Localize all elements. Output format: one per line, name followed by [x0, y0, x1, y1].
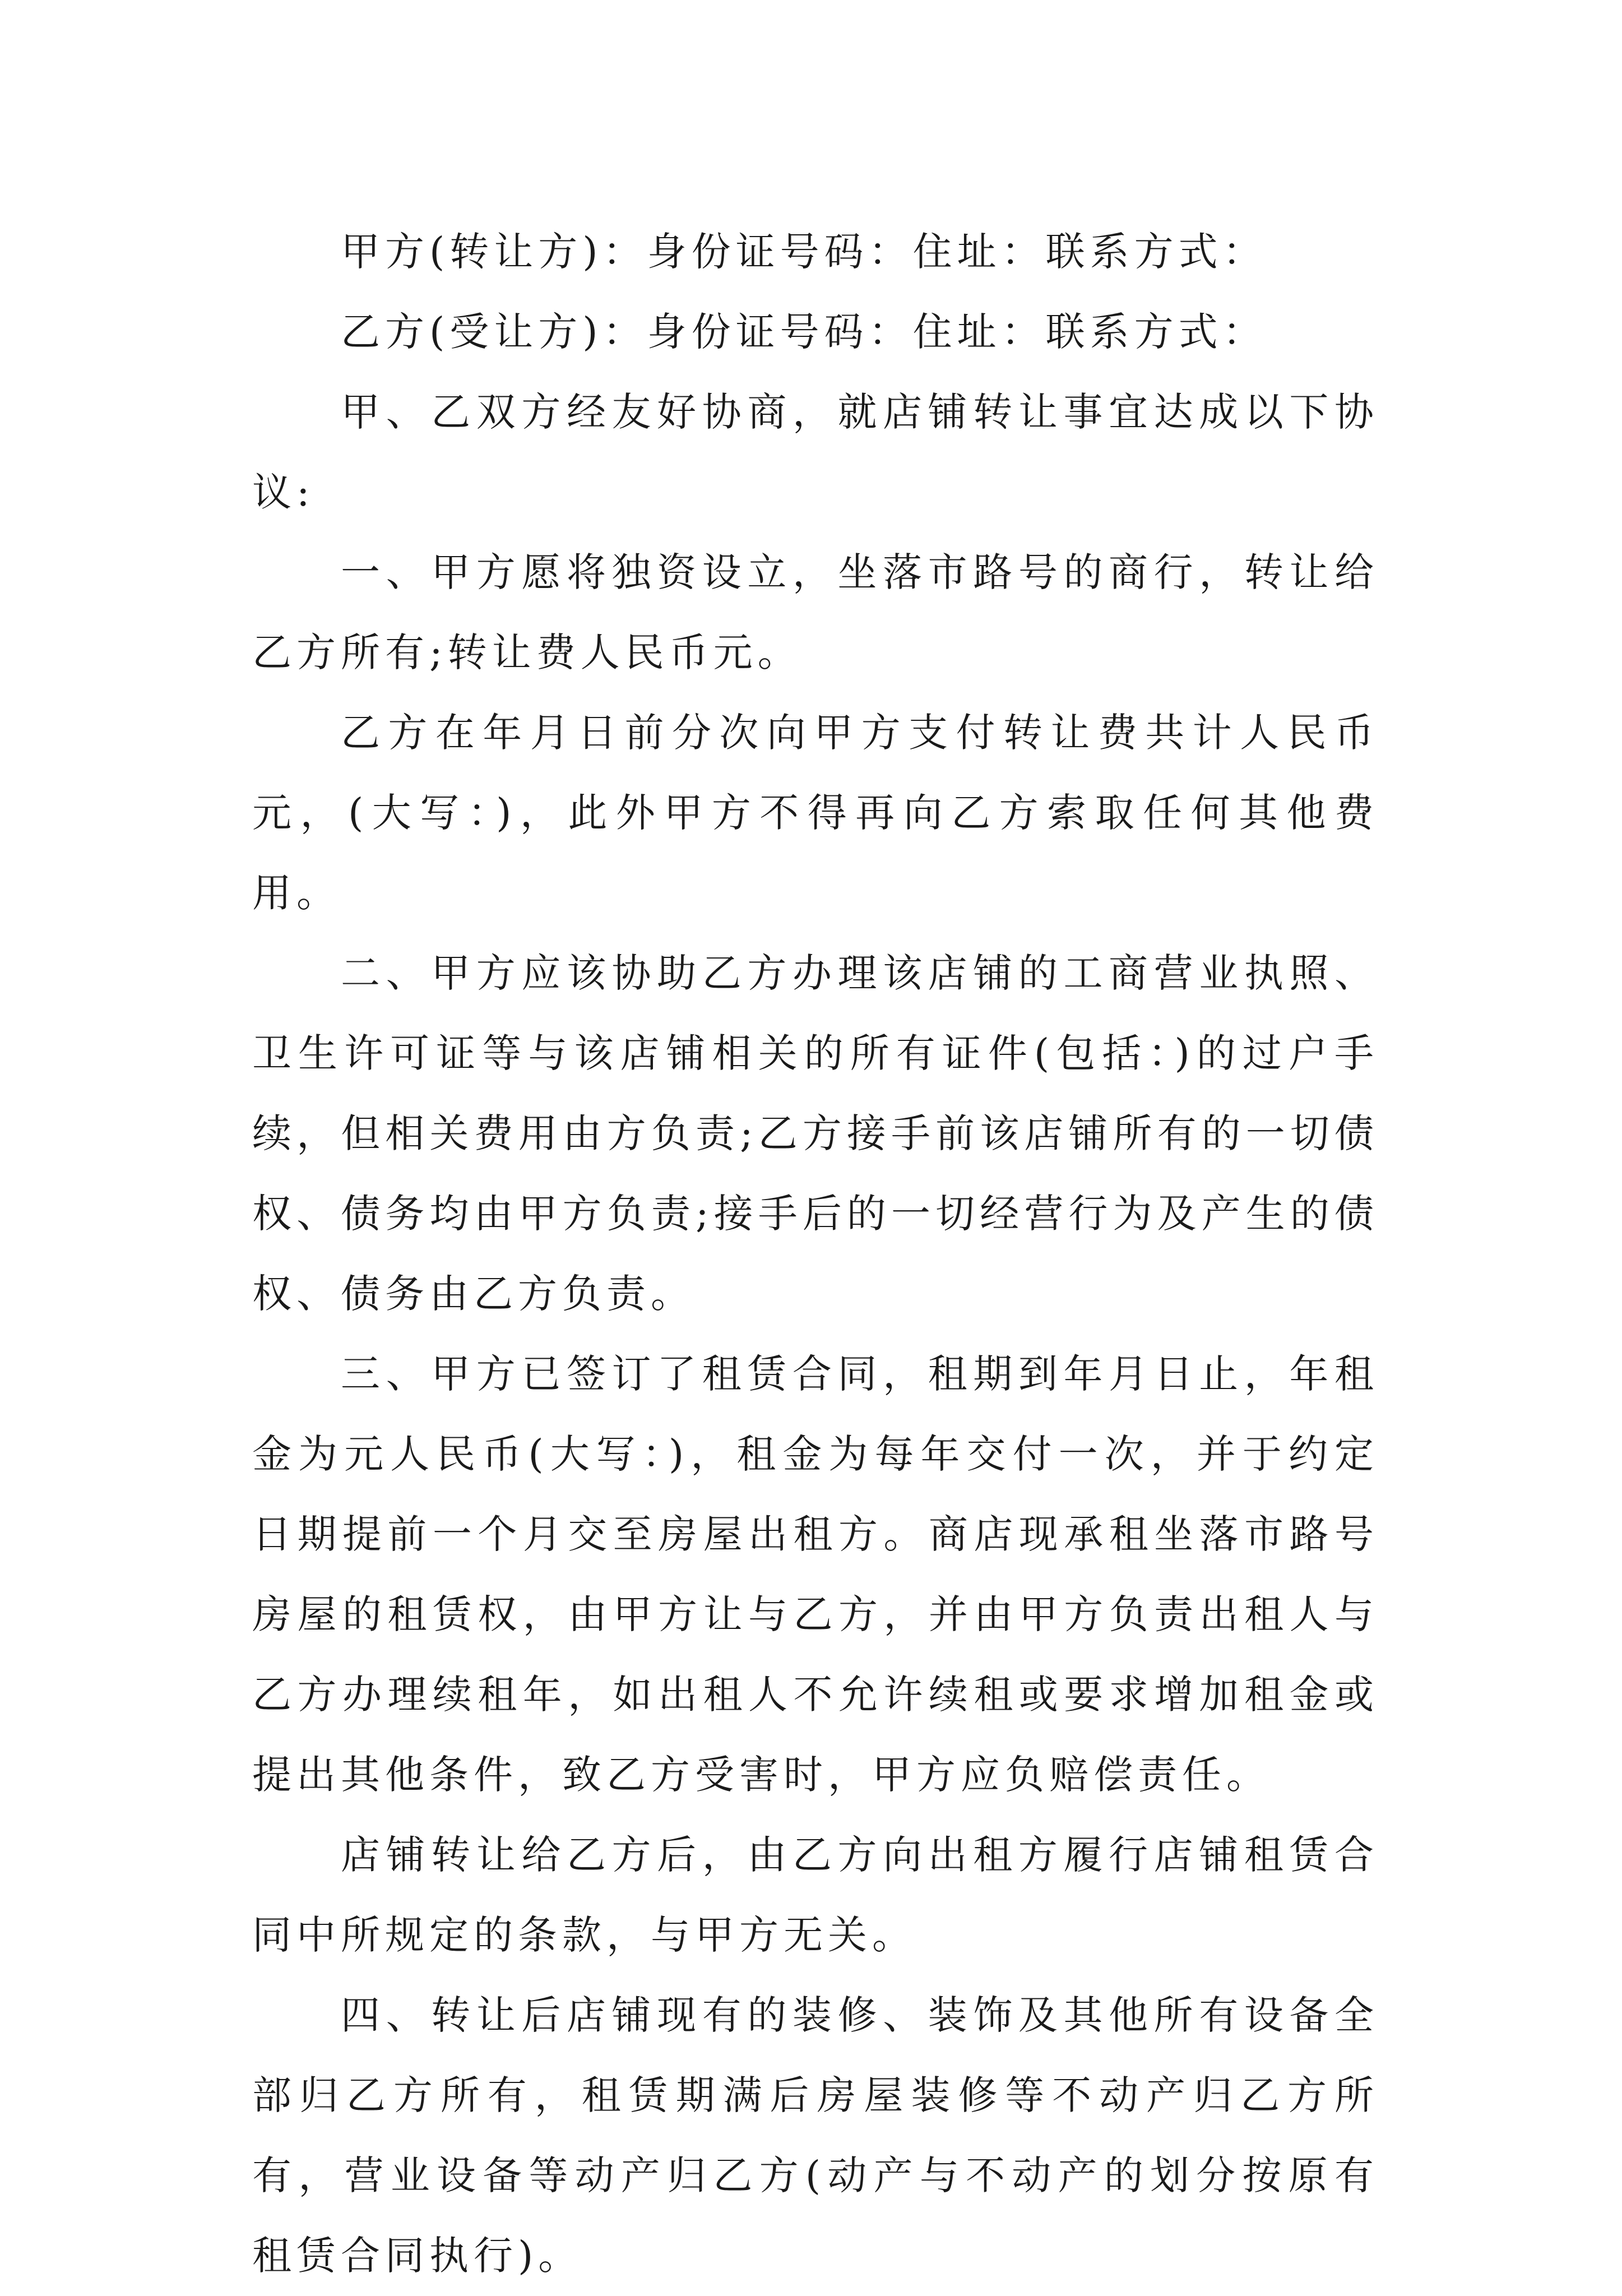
clause-three-lease: 店铺转让给乙方后，由乙方向出租方履行店铺租赁合同中所规定的条款，与甲方无关。 [252, 1832, 1379, 1958]
clause-four: 四、转让后店铺现有的装修、装饰及其他所有设备全部归乙方所有，租赁期满后房屋装修等不动产归乙方所有，营业设备等动产归乙方(动产与不动产的划分按原有租赁合同执行)。 [252, 1992, 1379, 2279]
clause-three: 三、甲方已签订了租赁合同，租期到年月日止，年租金为元人民币(大写：)，租金为每年交付一次，并于约定日期提前一个月交至房屋出租方。商店现承租坐落市路号房屋的租赁权，由甲方让与乙方，并由甲方负责出租人与乙方办理续租年，如出租人不允许续租或要求增加租金或提出其他条件，致乙方受害时，甲方应负赔偿责任。 [252, 1351, 1379, 1798]
clause-one-payment: 乙方在年月日前分次向甲方支付转让费共计人民币元，(大写：)，此外甲方不得再向乙方索取任何其他费用。 [252, 710, 1379, 916]
document-body [252, 212, 1379, 2296]
clause-one: 一、甲方愿将独资设立，坐落市路号的商行，转让给乙方所有;转让费人民币元。 [252, 549, 1379, 675]
agreement-intro: 甲、乙双方经友好协商，就店铺转让事宜达成以下协议: [252, 389, 1379, 515]
party-b-info: 乙方(受让方)：身份证号码：住址：联系方式： [341, 309, 1267, 355]
clause-two: 二、甲方应该协助乙方办理该店铺的工商营业执照、卫生许可证等与该店铺相关的所有证件(包括：)的过户手续，但相关费用由方负责;乙方接手前该店铺所有的一切债权、债务均由甲方负责;接手后的一切经营行为及产生的债权、债务由乙方负责。 [252, 950, 1379, 1317]
party-a-info: 甲方(转让方)：身份证号码：住址：联系方式： [341, 229, 1267, 275]
